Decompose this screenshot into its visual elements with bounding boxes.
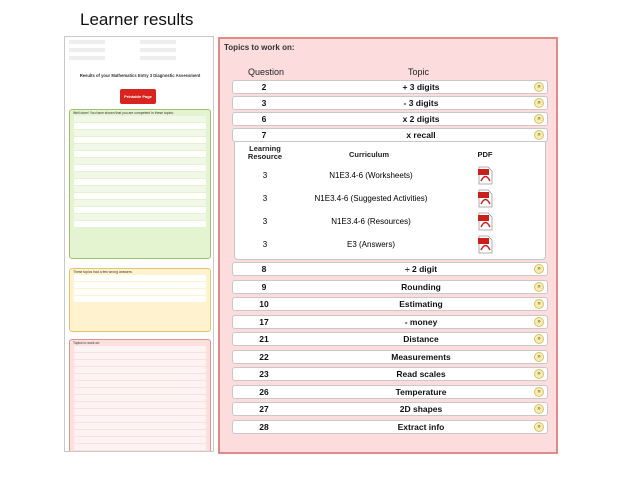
topic-row[interactable]: [232, 420, 548, 434]
results-page-thumbnail: [64, 36, 214, 452]
resource-row: [235, 212, 547, 232]
topic-name: Measurements: [391, 351, 451, 362]
resource-level: 3: [262, 217, 268, 226]
mini-few-wrong-row: [74, 289, 206, 295]
expand-chevron-icon[interactable]: »: [534, 114, 544, 124]
topic-name: Rounding: [401, 281, 441, 292]
topics-to-work-on-panel: [218, 37, 558, 454]
topic-name: x 2 digits: [402, 114, 440, 124]
question-number: 8: [261, 264, 267, 274]
expand-chevron-icon[interactable]: »: [534, 98, 544, 108]
thumbnail-results-title: Results of your Mathematics Entry 3 Diagnostic Assessment: [79, 73, 201, 78]
topic-row[interactable]: [232, 262, 548, 276]
mini-work-on-row: [74, 374, 206, 380]
topic-row[interactable]: [232, 128, 548, 142]
topic-name: + 3 digits: [402, 82, 440, 92]
mini-work-on-row: [74, 353, 206, 359]
topic-row[interactable]: [232, 350, 548, 364]
mini-competent-row: [74, 207, 206, 213]
question-number: 10: [259, 299, 269, 309]
resource-level: 3: [262, 240, 268, 249]
question-number: 7: [261, 130, 267, 140]
slide-title: Learner results: [80, 10, 194, 29]
mini-work-on-row: [74, 437, 206, 443]
expand-chevron-icon[interactable]: »: [534, 264, 544, 274]
mini-competent-row: [74, 137, 206, 143]
mini-work-on-row: [74, 388, 206, 394]
topic-column-header: Topic: [408, 67, 430, 77]
expand-chevron-icon[interactable]: »: [534, 130, 544, 140]
question-number: 2: [261, 82, 267, 92]
curriculum-link[interactable]: E3 (Answers): [346, 240, 395, 249]
question-number: 21: [259, 334, 269, 344]
few-wrong-box-title: These topics had a few wrong answers:: [73, 270, 133, 274]
resource-level: 3: [262, 194, 268, 203]
topic-name: ÷ 2 digit: [404, 264, 438, 274]
panel-title: Topics to work on:: [224, 43, 295, 52]
mini-competent-row: [74, 214, 206, 220]
expand-chevron-icon[interactable]: »: [534, 317, 544, 327]
expand-chevron-icon[interactable]: »: [534, 299, 544, 309]
expand-chevron-icon[interactable]: »: [534, 334, 544, 344]
resource-row: [235, 166, 547, 186]
topic-row[interactable]: [232, 297, 548, 311]
curriculum-link[interactable]: N1E3.4-6 (Worksheets): [329, 171, 413, 180]
mini-work-on-row: [74, 395, 206, 401]
topic-row[interactable]: [232, 315, 548, 329]
pdf-icon[interactable]: [478, 189, 493, 208]
topic-row[interactable]: [232, 80, 548, 94]
mini-competent-row: [74, 144, 206, 150]
question-number: 17: [259, 316, 269, 327]
mini-competent-row: [74, 179, 206, 185]
pdf-icon[interactable]: [478, 166, 493, 185]
topic-row[interactable]: [232, 96, 548, 110]
topic-row[interactable]: [232, 367, 548, 381]
topic-name: x recall: [406, 130, 436, 140]
question-number: 23: [259, 369, 269, 379]
topic-name: Estimating: [399, 299, 443, 309]
expand-chevron-icon[interactable]: »: [534, 422, 544, 432]
resource-row: [235, 189, 547, 209]
mini-competent-row: [74, 123, 206, 129]
mini-competent-row: [74, 165, 206, 171]
few-wrong-topics-box: [69, 268, 211, 332]
expand-chevron-icon[interactable]: »: [534, 404, 544, 414]
mini-work-on-row: [74, 423, 206, 429]
topic-row[interactable]: [232, 402, 548, 416]
mini-competent-row: [74, 193, 206, 199]
competent-topics-box: [69, 109, 211, 259]
question-number: 9: [261, 281, 267, 292]
mini-work-on-row: [74, 409, 206, 415]
mini-work-on-row: [74, 430, 206, 436]
mini-work-on-row: [74, 416, 206, 422]
mini-few-wrong-row: [74, 296, 206, 302]
topic-row[interactable]: [232, 112, 548, 126]
learning-resource-header: Learning Resource: [247, 144, 283, 161]
mini-competent-row: [74, 151, 206, 157]
question-number: 26: [259, 386, 269, 397]
mini-competent-row: [74, 200, 206, 206]
question-number: 6: [261, 114, 267, 124]
topic-name: 2D shapes: [399, 404, 443, 414]
mini-few-wrong-row: [74, 282, 206, 288]
mini-work-on-row: [74, 367, 206, 373]
curriculum-header: Curriculum: [348, 150, 389, 159]
topic-name: Temperature: [395, 386, 447, 397]
printable-page-button[interactable]: Printable Page: [120, 89, 156, 104]
mini-work-on-row: [74, 346, 206, 352]
topic-row[interactable]: [232, 332, 548, 346]
mini-competent-row: [74, 172, 206, 178]
mini-competent-row: [74, 158, 206, 164]
mini-work-on-row: [74, 444, 206, 450]
expand-chevron-icon[interactable]: »: [534, 369, 544, 379]
mini-competent-row: [74, 186, 206, 192]
mini-work-on-row: [74, 402, 206, 408]
topic-name: - 3 digits: [403, 98, 439, 108]
expand-chevron-icon[interactable]: »: [534, 387, 544, 397]
pdf-header: PDF: [477, 150, 493, 159]
question-number: 3: [261, 98, 267, 108]
curriculum-link[interactable]: N1E3.4-6 (Suggested Activities): [314, 194, 428, 203]
mini-competent-row: [74, 130, 206, 136]
curriculum-link[interactable]: N1E3.4-6 (Resources): [331, 217, 411, 226]
mini-work-on-row: [74, 451, 206, 452]
pdf-icon[interactable]: [478, 212, 493, 231]
topic-name: Distance: [403, 334, 439, 344]
expanded-resources: [234, 142, 546, 260]
resource-level: 3: [262, 171, 268, 180]
work-on-topics-box: [69, 339, 211, 452]
learner-details-header: [69, 40, 211, 70]
topic-name: Extract info: [397, 421, 445, 432]
resource-row: [235, 235, 547, 255]
topic-row[interactable]: [232, 280, 548, 294]
expand-chevron-icon[interactable]: »: [534, 282, 544, 292]
topic-name: - money: [404, 316, 438, 327]
mini-work-on-row: [74, 381, 206, 387]
question-number: 22: [259, 351, 269, 362]
pdf-icon[interactable]: [478, 235, 493, 254]
mini-competent-row: [74, 221, 206, 227]
topic-row[interactable]: [232, 385, 548, 399]
question-number: 28: [259, 421, 269, 432]
expand-chevron-icon[interactable]: »: [534, 82, 544, 92]
question-number: 27: [259, 404, 269, 414]
question-column-header: Question: [248, 67, 285, 77]
competent-box-title: Well done! You have shown that you are competent in these topics:: [73, 111, 174, 115]
mini-work-on-row: [74, 360, 206, 366]
work-on-box-title: Topics to work on:: [73, 341, 101, 345]
expand-chevron-icon[interactable]: »: [534, 352, 544, 362]
topic-name: Read scales: [396, 369, 446, 379]
mini-few-wrong-row: [74, 275, 206, 281]
mini-competent-row: [74, 116, 206, 122]
